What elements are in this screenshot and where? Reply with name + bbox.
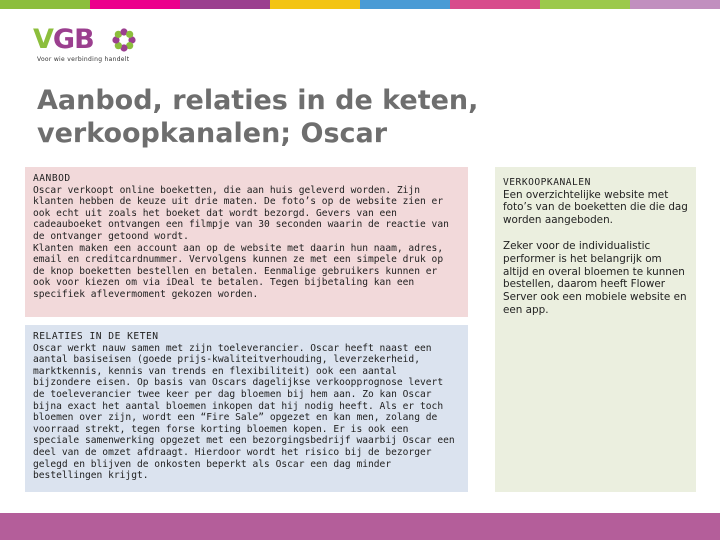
stripe-segment xyxy=(360,0,450,9)
stripe-segment xyxy=(0,0,90,9)
stripe-segment xyxy=(630,0,720,9)
footer-bar xyxy=(0,513,720,540)
stripe-segment xyxy=(450,0,540,9)
verkoopkanalen-text-1: Een overzichtelijke website met foto’s van de boeketten die die dag worden aangeboden. xyxy=(503,188,688,227)
logo-letters-gb: GB xyxy=(52,24,94,55)
stripe-segment xyxy=(180,0,270,9)
aanbod-heading: AANBOD xyxy=(33,173,71,184)
stripe-segment xyxy=(540,0,630,9)
verkoopkanalen-text-2: Zeker voor de individualistic performer is het belangrijk om altijd en overal bloemen te kunnen bestellen, daarom heeft Flower Server ook een mobiele website en een app. xyxy=(503,239,687,316)
verkoopkanalen-box xyxy=(495,167,696,492)
vgb-logo xyxy=(33,24,143,68)
relaties-text: Oscar werkt nauw samen met zijn toeleverancier. Oscar heeft naast een aantal basiseisen (goede prijs-kwaliteitverhouding, leverzekerheid, marktkennis, kennis van trends en flexibiliteit) ook een aantal bijzondere eisen. Op basis van Oscars dagelijkse verkoopprognose levert de toeleverancier twee keer per dag bloemen bij hem aan. Zo kan Oscar bijna exact het aantal bloemen inkopen dat hij nodig heeft. Als er toch bloemen over zijn, wordt een “Fire Sale” opgezet en kan men, zolang de voorraad strekt, tegen forse korting bloemen kopen. Er is ook een speciale samenwerking opgezet met een bezorgingsbedrijf waarbij Oscar een deel van de omzet afdraagt. Hierdoor wordt het risico bij de bezorger gelegd en blijven de onkosten beperkt als Oscar een dag minder bestellingen krijgt. xyxy=(33,342,455,482)
logo-letter-v: V xyxy=(33,24,53,55)
stripe-segment xyxy=(270,0,360,9)
relaties-box xyxy=(25,325,468,492)
page-title xyxy=(37,84,637,150)
color-stripe-bar xyxy=(0,0,720,9)
page-title-line-2: verkoopkanalen; Oscar xyxy=(37,118,388,149)
page-title-line-1: Aanbod, relaties in de keten, xyxy=(37,85,479,116)
flower-petal xyxy=(126,31,133,38)
aanbod-text: Oscar verkoopt online boeketten, die aan huis geleverd worden. Zijn klanten hebben de keuze uit drie maten. De foto’s op de website zien er ook echt uit zoals het boeket dat wordt bezorgd. Gevers van een cadeauboeket ontvangen een filmpje van 30 seconden waarin de reactie van de ontvanger getoond wordt. Klanten maken een account aan op de website met daarin hun naam, adres, email en creditcardnummer. Vervolgens kunnen ze met een simpele druk op de knop boeketten bestellen en betalen. Eenmalige gebruikers kunnen er ook voor kiezen om via iDeal te betalen. Tegen bijbetaling kan een specifiek aflevermoment gekozen worden. xyxy=(33,184,449,300)
logo-wordmark xyxy=(33,24,94,55)
aanbod-box xyxy=(25,167,468,317)
flower-logo-icon xyxy=(110,26,138,54)
flower-center xyxy=(121,37,127,43)
verkoopkanalen-heading: VERKOOPKANALEN xyxy=(503,177,591,188)
relaties-heading: RELATIES IN DE KETEN xyxy=(33,331,159,342)
logo-tagline: Voor wie verbinding handelt xyxy=(37,56,130,63)
stripe-segment xyxy=(90,0,180,9)
